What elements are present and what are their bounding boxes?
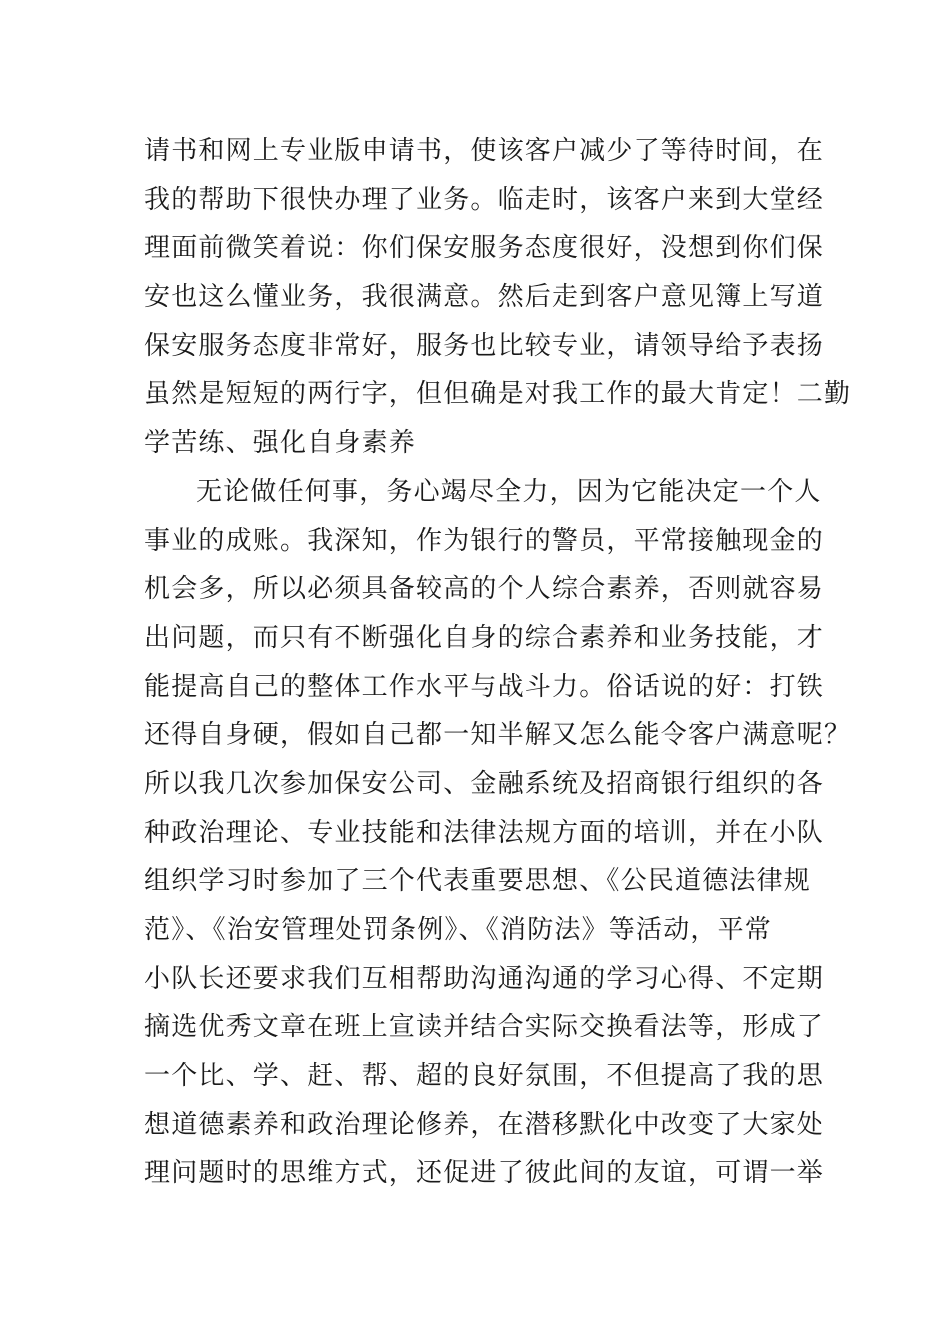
text-line: 机会多，所以必须具备较高的个人综合素养，否则就容易 (144, 574, 825, 605)
body-text (144, 127, 852, 1198)
text-line: 能提高自己的整体工作水平与战斗力。俗话说的好：打铁 (144, 671, 825, 702)
text-line: 安也这么懂业务，我很满意。然后走到客户意见簿上写道 (144, 282, 825, 313)
text-line: 一个比、学、赶、帮、超的良好氛围，不但提高了我的思 (144, 1061, 825, 1092)
text-line: 出问题，而只有不断强化自身的综合素养和业务技能，才 (144, 622, 825, 653)
text-line: 理问题时的思维方式，还促进了彼此间的友谊，可谓一举 (144, 1158, 825, 1189)
text-line: 还得自身硬，假如自己都一知半解又怎么能令客户满意呢？ (144, 720, 852, 751)
text-line: 小队长还要求我们互相帮助沟通沟通的学习心得、不定期 (144, 963, 825, 994)
text-line: 请书和网上专业版申请书，使该客户减少了等待时间，在 (144, 136, 825, 166)
paragraph-first-line: 无论做任何事，务心竭尽全力，因为它能决定一个人 (196, 476, 822, 507)
text-line: 事业的成账。我深知，作为银行的警员，平常接触现金的 (144, 525, 825, 556)
text-line: 虽然是短短的两行字，但但确是对我工作的最大肯定！二勤 (144, 379, 852, 410)
section-heading: 学苦练、强化自身素养 (144, 428, 417, 459)
text-line: 保安服务态度非常好，服务也比较专业，请领导给予表扬 (144, 330, 825, 361)
text-line: 想道德素养和政治理论修养，在潜移默化中改变了大家处 (144, 1109, 825, 1140)
text-line: 范》、《治安管理处罚条例》、《消防法》等活动，平常 (144, 915, 773, 945)
text-line: 我的帮助下很快办理了业务。临走时，该客户来到大堂经 (144, 184, 825, 215)
text-line: 摘选优秀文章在班上宣读并结合实际交换看法等，形成了 (144, 1012, 825, 1043)
text-line: 种政治理论、专业技能和法律法规方面的培训，并在小队 (144, 817, 825, 848)
text-line: 组织学习时参加了三个代表重要思想、《公民道德法律规 (144, 866, 812, 897)
text-line: 理面前微笑着说：你们保安服务态度很好，没想到你们保 (144, 233, 825, 264)
text-line: 所以我几次参加保安公司、金融系统及招商银行组织的各 (144, 768, 825, 799)
